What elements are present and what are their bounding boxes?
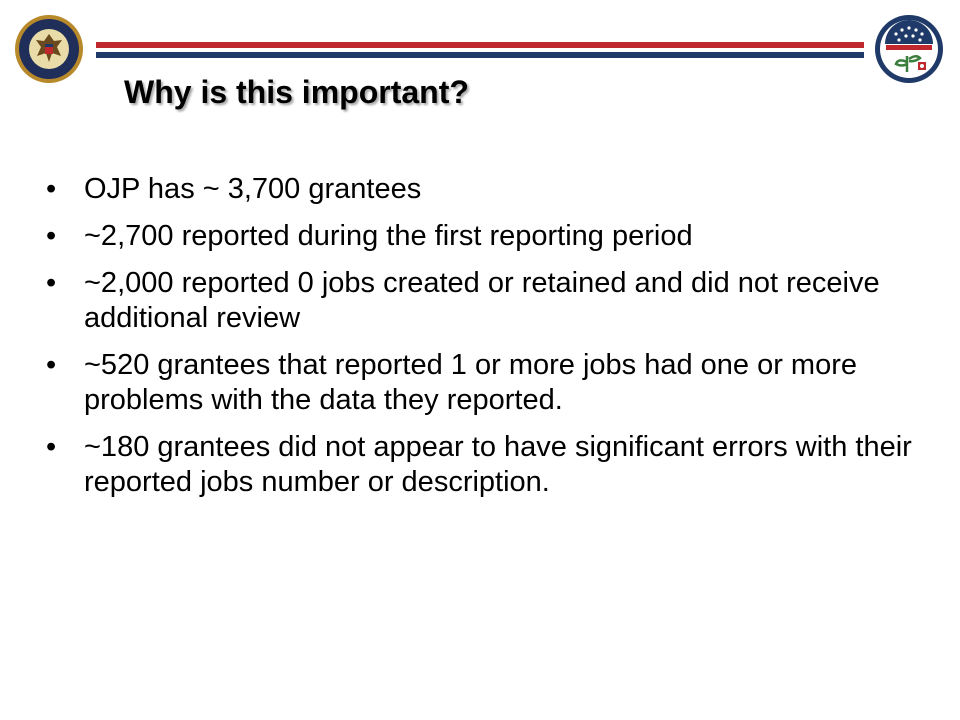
bullet-dot: • [46, 267, 57, 299]
bullet-dot: • [46, 349, 57, 381]
list-item [46, 430, 916, 500]
bullet-text: ~2,700 reported during the first reporting period [84, 220, 693, 252]
list-item [46, 266, 916, 336]
list-item [46, 348, 916, 418]
bullet-dot: • [46, 431, 57, 463]
bullet-text: ~180 grantees did not appear to have significant errors with their reported jobs number or description. [84, 431, 912, 498]
bullet-text: ~520 grantees that reported 1 or more jobs had one or more problems with the data they reported. [84, 349, 858, 416]
list-item [46, 172, 916, 207]
doj-ojp-seal-icon [14, 14, 84, 84]
bullet-text: OJP has ~ 3,700 grantees [84, 173, 422, 205]
bullet-dot: • [46, 220, 57, 252]
list-item [46, 219, 916, 254]
recovery-gov-seal-icon [874, 14, 944, 84]
bullet-list [46, 172, 916, 512]
slide-title: Why is this important? [124, 74, 469, 110]
header-rule-navy [96, 52, 864, 58]
bullet-dot: • [46, 173, 57, 205]
header-rule-red [96, 42, 864, 48]
bullet-text: ~2,000 reported 0 jobs created or retained and did not receive additional review [84, 267, 880, 334]
